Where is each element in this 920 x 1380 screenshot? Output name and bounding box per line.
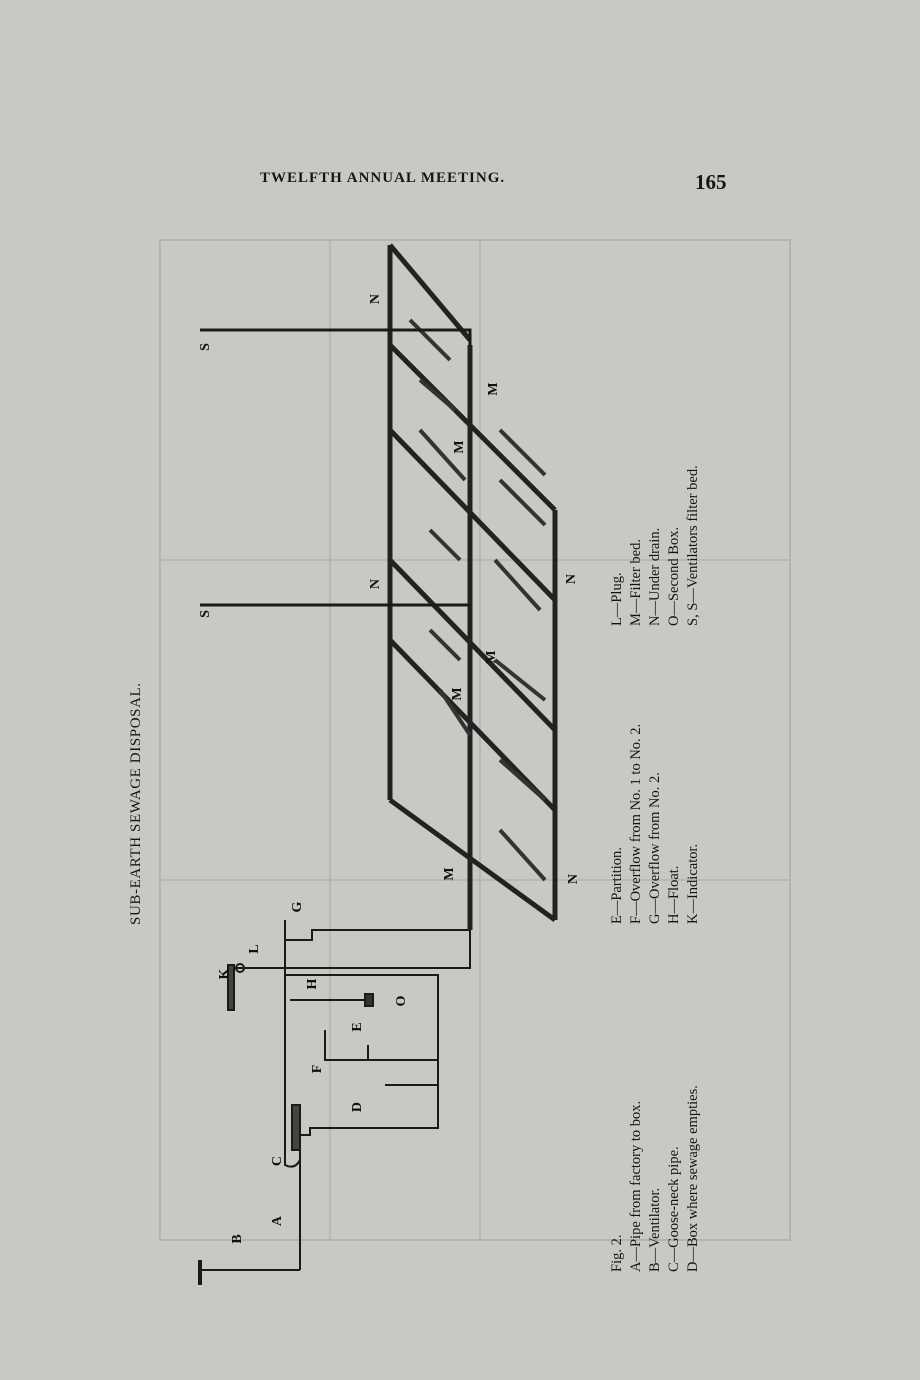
legend-item-l: L—Plug. — [609, 572, 625, 626]
label-m2: M — [450, 687, 465, 701]
label-m1: M — [442, 867, 457, 881]
legend-item-s: S, S—Ventilators filter bed. — [685, 465, 701, 626]
legend-item-d: D—Box where sewage empties. — [685, 1085, 701, 1272]
label-b: B — [230, 1234, 245, 1244]
label-d: D — [350, 1101, 365, 1113]
figure-title: SUB-EARTH SEWAGE DISPOSAL. — [128, 682, 144, 925]
legend-item-e: E—Partition. — [609, 847, 625, 924]
label-m5: M — [486, 382, 501, 396]
page-number: 165 — [695, 170, 727, 194]
label-s1: S — [198, 610, 213, 618]
label-k: K — [217, 968, 232, 980]
label-f: F — [310, 1064, 325, 1074]
label-n3: N — [368, 578, 383, 590]
label-n2: N — [564, 573, 579, 585]
cross-drain-1 — [390, 245, 470, 340]
label-h: H — [305, 978, 320, 990]
label-o: O — [394, 995, 409, 1007]
label-m4: M — [452, 440, 467, 454]
label-n4: N — [368, 293, 383, 305]
float-h — [365, 994, 373, 1006]
label-l: L — [247, 944, 262, 954]
outlet-pipe — [435, 940, 470, 968]
legend-item-f: F—Overflow from No. 1 to No. 2. — [628, 723, 644, 924]
filter-bed-grid — [390, 245, 555, 930]
label-a: A — [270, 1215, 285, 1227]
label-g: G — [290, 901, 305, 913]
label-m3: M — [484, 650, 499, 664]
legend-item-k: K—Indicator. — [685, 843, 701, 924]
overflow-pipe-g — [285, 920, 470, 940]
legend-item-c: C—Goose-neck pipe. — [666, 1146, 682, 1272]
running-head: TWELFTH ANNUAL MEETING. — [260, 170, 506, 186]
legend-item-b: B—Ventilator. — [647, 1187, 663, 1272]
legend-item-g: G—Overflow from No. 2. — [647, 772, 663, 924]
overflow-pipe-f — [325, 1045, 368, 1060]
legend-item-o: O—Second Box. — [666, 526, 682, 626]
legend-item-n: N—Under drain. — [647, 527, 663, 626]
legend-item-h: H—Float. — [666, 865, 682, 924]
legend-fig-number: Fig. 2. — [609, 1234, 625, 1272]
label-s2: S — [198, 343, 213, 351]
goose-neck-body — [292, 1105, 300, 1150]
label-c: C — [270, 1155, 285, 1167]
legend-item-a: A—Pipe from factory to box. — [628, 1100, 644, 1272]
label-n1: N — [566, 873, 581, 885]
legend-item-m: M—Filter bed. — [628, 539, 644, 626]
label-e: E — [350, 1022, 365, 1032]
